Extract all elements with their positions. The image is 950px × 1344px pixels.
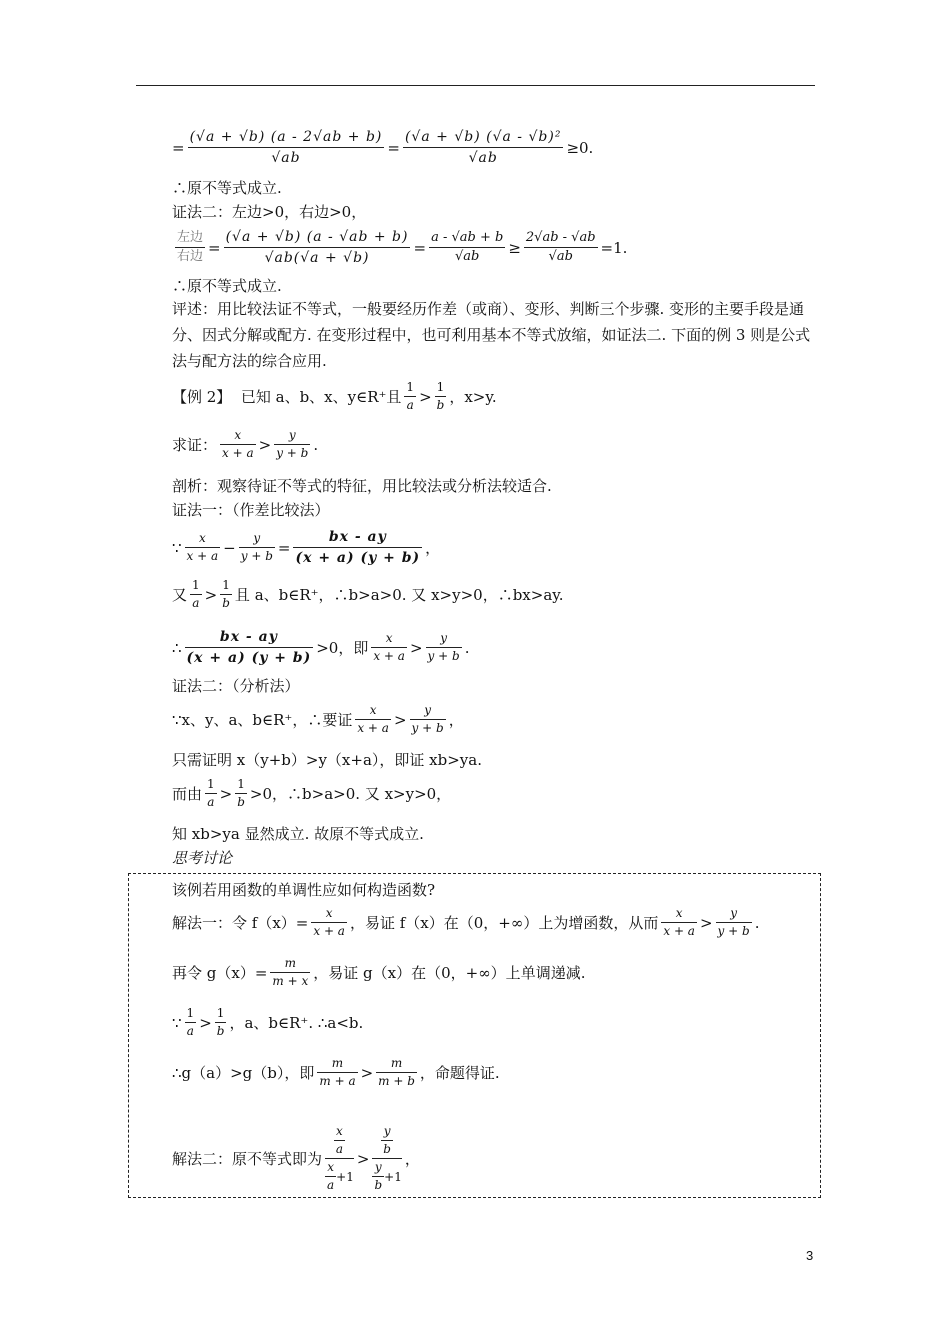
gt-sign: > [219, 784, 233, 803]
denominator: b [216, 1024, 225, 1038]
denominator: y + b [240, 549, 273, 563]
fraction [716, 906, 752, 939]
fraction [190, 578, 202, 611]
fraction [293, 528, 422, 567]
denominator: m + a [319, 1074, 356, 1088]
fraction [220, 578, 232, 611]
gt-sign: > [204, 585, 218, 604]
denominator: a [335, 1142, 344, 1156]
fraction [224, 228, 411, 267]
numerator: 1 [237, 777, 245, 791]
numerator: y [424, 703, 431, 717]
equation-line-2 [172, 226, 627, 267]
numerator: x [385, 631, 393, 645]
fraction [274, 428, 310, 461]
fraction [311, 906, 347, 939]
page-number: 3 [806, 1248, 814, 1263]
denominator: √ab [455, 249, 480, 264]
gt-sign: > [199, 1013, 212, 1032]
numerator: y [440, 631, 447, 645]
review-paragraph: 评述：用比较法证不等式，一般要经历作差（或商）、变形、判断三个步骤. 变形的主要手段是通分、因式分解或配方. 在变形过程中，也可利用基本不等式放缩，如证法二. 下面的例 3 则是公式法与配方法的综合应用. [172, 300, 811, 370]
numerator: x [234, 428, 242, 442]
method-1-step-3: ∴ $\frac{bx - ay}{(x + a) (y + b)}$ >0，即 $\frac{x}{x + a}$ > $\frac{y}{y + b}$ . [172, 629, 470, 666]
text: ， [404, 1149, 420, 1168]
denominator: √ab [548, 249, 573, 264]
gt-sign: > [419, 387, 432, 406]
fraction [215, 1006, 227, 1039]
discussion-heading: 思考讨论 [172, 849, 233, 867]
method-2-step-2: 只需证明 x（y+b）>y（x+a），即证 xb>ya. [172, 751, 482, 769]
text: 又 [172, 585, 188, 604]
numerator: y [253, 531, 261, 545]
analysis-line: 剖析：观察待证不等式的特征，用比较法或分析法较适合. [172, 477, 552, 495]
denominator: x + a [663, 924, 695, 938]
fraction [185, 1006, 197, 1039]
fraction [220, 428, 256, 461]
denominator: x + a [357, 721, 389, 735]
gt-sign: > [258, 435, 272, 454]
fraction [429, 230, 505, 265]
text: 再令 g（x）= [172, 963, 268, 982]
equals-sign: = [172, 138, 185, 157]
denominator: a [192, 596, 200, 610]
denominator: b [374, 1178, 383, 1192]
numerator: x [327, 1160, 334, 1174]
numerator: 1 [406, 380, 415, 394]
gt-sign: > [360, 1063, 374, 1082]
method-1-heading: 证法一：（作差比较法） [172, 501, 330, 519]
numerator: 2√ab - √ab [525, 230, 596, 245]
solution-1-because-line [172, 1006, 363, 1039]
text: 而由 [172, 784, 203, 803]
numerator: x [336, 1124, 343, 1138]
conclusion-line: ∴原不等式成立. [172, 277, 282, 295]
numerator: 1 [192, 578, 200, 592]
fraction [371, 631, 407, 664]
denominator: a [186, 1024, 194, 1038]
numerator: 1 [222, 578, 230, 592]
method-2-heading: 证法二：左边>0，右边>0， [172, 203, 367, 221]
denominator: y + b [276, 446, 309, 460]
text: =1. [600, 238, 628, 257]
numerator: x [325, 906, 333, 920]
numerator: m [331, 1056, 344, 1070]
text: 解法二：原不等式即为 [172, 1149, 323, 1168]
method-2-step-1 [172, 703, 464, 736]
numerator: 1 [436, 380, 445, 394]
denominator: x + a [186, 549, 219, 563]
denominator: (x + a) (y + b) [186, 650, 312, 666]
text: +1 [384, 1169, 402, 1184]
because-symbol: ∵ [172, 538, 182, 557]
text: 且 a、b∈R⁺，∴b>a>0. 又 x>y>0，∴bx>ay. [234, 585, 564, 604]
method-1-step-1 [172, 528, 440, 567]
numerator: y [730, 906, 738, 920]
text: ∵x、y、a、b∈R⁺，∴要证 [172, 710, 353, 729]
denominator: a [327, 1178, 335, 1192]
gt-sign: > [393, 710, 407, 729]
conclusion-line: ∴原不等式成立. [172, 179, 282, 197]
numerator: m [390, 1056, 403, 1070]
method-2-step-4: 知 xb>ya 显然成立. 故原不等式成立. [172, 825, 424, 843]
fraction [317, 1056, 357, 1089]
numerator: (√a + √b) (√a - √b)² [404, 129, 562, 145]
method-1-step-2 [172, 578, 564, 611]
fraction [426, 631, 462, 664]
denominator: m + b [378, 1074, 415, 1088]
fraction [376, 1056, 417, 1089]
numerator: bx - ay [328, 529, 387, 545]
denominator: y + b [427, 649, 460, 663]
example-2-line [172, 380, 497, 413]
solution-1-line [172, 906, 759, 939]
numerator: 1 [216, 1006, 225, 1020]
compound-fraction [372, 1124, 401, 1193]
denominator: a [406, 398, 414, 412]
text: +1 [336, 1169, 354, 1184]
minus-sign: − [223, 538, 236, 557]
numerator: x [198, 531, 206, 545]
denominator: x + a [222, 446, 254, 460]
denominator: x + a [313, 924, 345, 938]
denominator: y + b [717, 924, 750, 938]
gt-sign: > [409, 638, 423, 657]
text: . [754, 913, 760, 932]
equals-sign: = [277, 538, 291, 557]
gt-sign: > [699, 913, 713, 932]
equals-sign: = [208, 238, 221, 257]
therefore-symbol: ∴ [172, 638, 182, 657]
numerator: y [383, 1124, 391, 1138]
text: ，命题得证. [419, 1063, 500, 1082]
fraction [188, 128, 385, 167]
ge-sign: ≥ [508, 238, 521, 257]
denominator: √ab [468, 150, 498, 166]
numerator: y [374, 1160, 382, 1174]
denominator: 右边 [177, 249, 204, 264]
text: ≥0. [566, 138, 594, 157]
gt-sign: > [356, 1149, 370, 1168]
denominator: b [237, 795, 245, 809]
solution-1-conclusion [172, 1056, 500, 1089]
numerator: 左边 [177, 230, 204, 245]
method-2-heading: 证法二：（分析法） [172, 677, 300, 695]
fraction [239, 531, 275, 564]
denominator: m + x [272, 974, 309, 988]
numerator: 1 [186, 1006, 195, 1020]
text: >0，∴b>a>0. 又 x>y>0， [249, 784, 452, 803]
equals-sign: = [413, 238, 427, 257]
numerator: a - √ab + b [431, 230, 504, 245]
because-symbol: ∵ [172, 1013, 182, 1032]
text: 已知 a、b、x、y∈R⁺且 [240, 387, 402, 406]
denominator: b [436, 398, 445, 412]
method-2-step-3 [172, 777, 451, 810]
numerator: bx - ay [219, 629, 278, 645]
text: ，易证 g（x）在（0，+∞）上单调递减. [313, 963, 586, 982]
compound-fraction [325, 1124, 354, 1193]
text: >0，即 [316, 638, 369, 657]
fraction [270, 956, 310, 989]
example-label: 【例 2】 [172, 387, 232, 406]
numerator: (√a + √b) (a - 2√ab + b) [189, 129, 383, 145]
discussion-question: 该例若用函数的单调性应如何构造函数? [172, 881, 436, 899]
fraction [435, 380, 447, 413]
denominator: (x + a) (y + b) [295, 550, 421, 566]
numerator: y [288, 428, 296, 442]
denominator: a [207, 795, 215, 809]
text: 解法一：令 f（x）= [172, 913, 309, 932]
prove-line: 求证： $\frac{x}{x + a}$ > $\frac{y}{y + b}$ . [172, 428, 319, 460]
text: 求证： [172, 435, 218, 454]
numerator: (√a + √b) (a - √ab + b) [225, 229, 409, 245]
equation-line-1 [172, 128, 593, 167]
denominator: b [222, 596, 230, 610]
fraction [185, 628, 314, 667]
solution-1-g-line [172, 956, 585, 989]
text: ， [425, 538, 441, 557]
numerator: x [675, 906, 683, 920]
text: ，易证 f（x）在（0，+∞）上为增函数，从而 [349, 913, 659, 932]
fraction [524, 230, 598, 265]
fraction [410, 703, 446, 736]
text: ，x>y. [449, 387, 497, 406]
denominator: √ab [271, 150, 301, 166]
text: ，a、b∈R⁺. ∴a<b. [229, 1013, 364, 1032]
fraction [355, 703, 391, 736]
denominator: x + a [373, 649, 405, 663]
denominator: b [383, 1142, 391, 1156]
header-rule [136, 85, 815, 86]
fraction [404, 380, 416, 413]
fraction [235, 777, 247, 810]
fraction [175, 230, 205, 265]
fraction [661, 906, 697, 939]
fraction [403, 128, 563, 167]
text: ∴g（a）>g（b），即 [172, 1063, 315, 1082]
denominator: y + b [411, 721, 444, 735]
fraction [205, 777, 217, 810]
denominator: √ab(√a + √b) [264, 250, 370, 266]
numerator: x [369, 703, 377, 717]
solution-2-line [172, 1124, 420, 1193]
numerator: 1 [207, 777, 215, 791]
equals-sign: = [387, 138, 400, 157]
numerator: m [284, 956, 297, 970]
text: ， [448, 710, 464, 729]
fraction [185, 531, 221, 564]
